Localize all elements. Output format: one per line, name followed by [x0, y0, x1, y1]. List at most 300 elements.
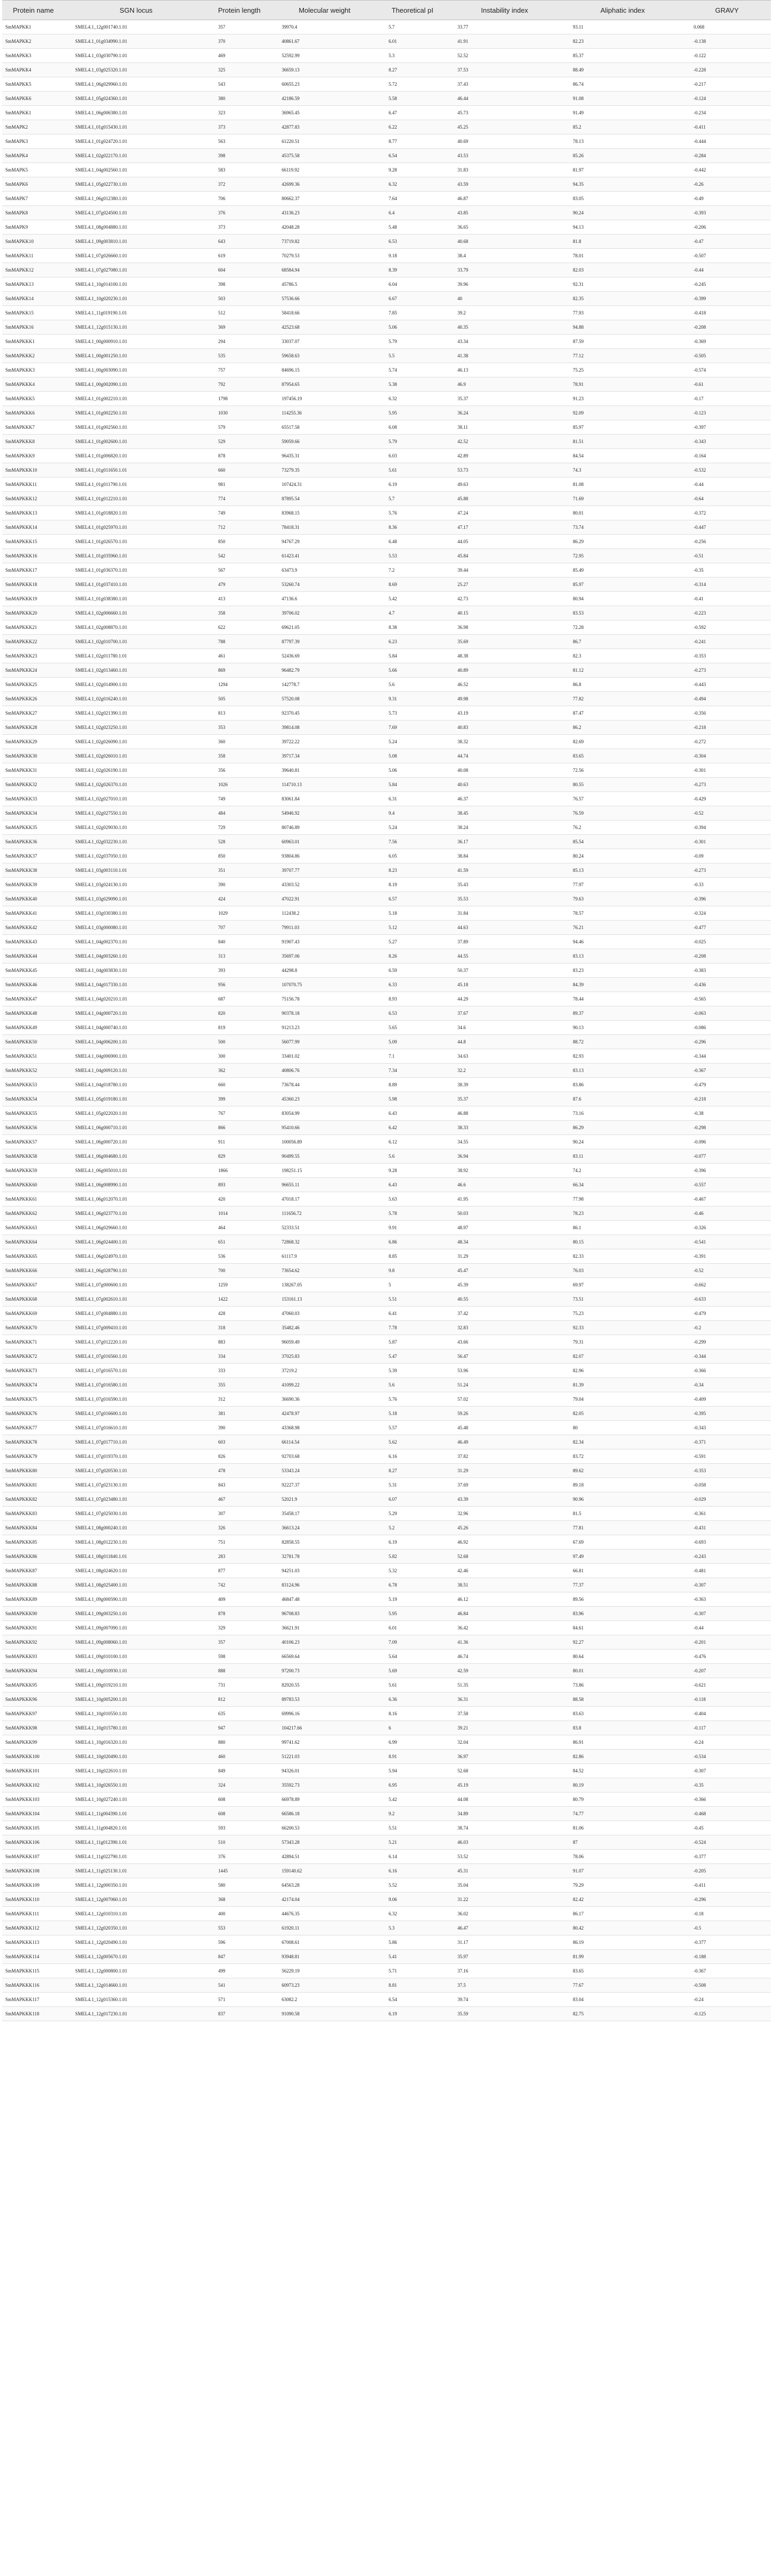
protein-name-cell: SmMAPKKK66 [2, 1264, 65, 1278]
sgn-locus-cell: SMEL4.1_05g022020.1.01 [65, 1106, 208, 1121]
protein-length-cell: 774 [208, 492, 271, 506]
sgn-locus-cell: SMEL4.1_06g028790.1.01 [65, 1264, 208, 1278]
protein-length-cell: 294 [208, 335, 271, 349]
theoretical-pi-cell: 5.61 [378, 1678, 447, 1692]
molecular-weight-cell: 42048.28 [271, 220, 378, 235]
theoretical-pi-cell: 5.06 [378, 763, 447, 778]
theoretical-pi-cell: 5.32 [378, 1564, 447, 1578]
sgn-locus-cell: SMEL4.1_01g037410.1.01 [65, 578, 208, 592]
protein-length-cell: 542 [208, 549, 271, 563]
table-row [2, 506, 771, 520]
protein-length-cell: 1030 [208, 406, 271, 420]
aliphatic-index-cell: 79.63 [562, 892, 683, 906]
aliphatic-index-cell: 82.69 [562, 735, 683, 749]
theoretical-pi-cell: 6.32 [378, 177, 447, 192]
molecular-weight-cell: 107070.75 [271, 978, 378, 992]
protein-table [2, 0, 771, 2021]
sgn-locus-cell: SMEL4.1_11g019190.1.01 [65, 306, 208, 320]
protein-name-cell: SmMAPKKK54 [2, 1092, 65, 1106]
molecular-weight-cell: 53260.74 [271, 578, 378, 592]
gravy-cell: -0.307 [683, 1578, 771, 1592]
molecular-weight-cell: 44298.8 [271, 963, 378, 978]
theoretical-pi-cell: 5 [378, 1278, 447, 1292]
sgn-locus-cell: SMEL4.1_00g002090.1.01 [65, 377, 208, 392]
aliphatic-index-cell: 83.63 [562, 1707, 683, 1721]
protein-length-cell: 878 [208, 1607, 271, 1621]
protein-name-cell: SmMAPKKK56 [2, 1121, 65, 1135]
protein-length-cell: 398 [208, 149, 271, 163]
theoretical-pi-cell: 6.14 [378, 1850, 447, 1864]
protein-name-cell: SmMAPKKK117 [2, 1993, 65, 2007]
sgn-locus-cell: SMEL4.1_07g026660.1.01 [65, 249, 208, 263]
gravy-cell: -0.122 [683, 49, 771, 63]
gravy-cell: -0.367 [683, 1964, 771, 1978]
table-row [2, 1035, 771, 1049]
aliphatic-index-cell: 75.23 [562, 1307, 683, 1321]
molecular-weight-cell: 47018.17 [271, 1192, 378, 1206]
theoretical-pi-cell: 5.6 [378, 1149, 447, 1164]
instability-index-cell: 45.25 [447, 120, 562, 134]
theoretical-pi-cell: 6.16 [378, 1449, 447, 1464]
gravy-cell: -0.086 [683, 1021, 771, 1035]
molecular-weight-cell: 42174.04 [271, 1893, 378, 1907]
molecular-weight-cell: 39722.22 [271, 735, 378, 749]
gravy-cell: -0.442 [683, 163, 771, 177]
gravy-cell: -0.467 [683, 1192, 771, 1206]
sgn-locus-cell: SMEL4.1_01g011790.1.01 [65, 478, 208, 492]
theoretical-pi-cell: 7.34 [378, 1064, 447, 1078]
protein-name-cell: SmMAPKKK35 [2, 821, 65, 835]
aliphatic-index-cell: 85.2 [562, 120, 683, 134]
instability-index-cell: 31.83 [447, 163, 562, 177]
protein-name-cell: SmMAPKKK1 [2, 335, 65, 349]
gravy-cell: -0.063 [683, 1006, 771, 1021]
table-row [2, 1135, 771, 1149]
instability-index-cell: 51.35 [447, 1678, 562, 1692]
aliphatic-index-cell: 80.64 [562, 1650, 683, 1664]
protein-name-cell: SmMAPKKK75 [2, 1392, 65, 1407]
aliphatic-index-cell: 77.67 [562, 1978, 683, 1993]
protein-length-cell: 643 [208, 235, 271, 249]
theoretical-pi-cell: 6.19 [378, 1535, 447, 1550]
protein-length-cell: 370 [208, 34, 271, 49]
molecular-weight-cell: 39706.02 [271, 606, 378, 620]
table-row [2, 778, 771, 792]
protein-length-cell: 318 [208, 1321, 271, 1335]
gravy-cell: -0.2 [683, 1321, 771, 1335]
table-row [2, 1278, 771, 1292]
table-row [2, 1564, 771, 1578]
gravy-cell: -0.138 [683, 34, 771, 49]
instability-index-cell: 43.85 [447, 206, 562, 220]
table-row [2, 892, 771, 906]
molecular-weight-cell: 39707.77 [271, 863, 378, 878]
theoretical-pi-cell: 6.67 [378, 292, 447, 306]
instability-index-cell: 38.45 [447, 806, 562, 821]
instability-index-cell: 46.44 [447, 92, 562, 106]
gravy-cell: -0.397 [683, 420, 771, 435]
protein-length-cell: 373 [208, 220, 271, 235]
instability-index-cell: 43.59 [447, 177, 562, 192]
gravy-cell: -0.592 [683, 620, 771, 635]
aliphatic-index-cell: 81.99 [562, 1950, 683, 1964]
gravy-cell: -0.299 [683, 1335, 771, 1349]
theoretical-pi-cell: 5.82 [378, 1550, 447, 1564]
table-row [2, 1692, 771, 1707]
aliphatic-index-cell: 74.2 [562, 1164, 683, 1178]
instability-index-cell: 45.39 [447, 1278, 562, 1292]
instability-index-cell: 38.4 [447, 249, 562, 263]
table-row [2, 1049, 771, 1064]
aliphatic-index-cell: 89.62 [562, 1464, 683, 1478]
protein-name-cell: SmMAPKK1 [2, 20, 65, 34]
molecular-weight-cell: 47060.03 [271, 1307, 378, 1321]
molecular-weight-cell: 37219.2 [271, 1364, 378, 1378]
gravy-cell: -0.363 [683, 1592, 771, 1607]
protein-length-cell: 543 [208, 77, 271, 92]
theoretical-pi-cell: 7.56 [378, 835, 447, 849]
gravy-cell: -0.304 [683, 749, 771, 763]
gravy-cell: -0.245 [683, 277, 771, 292]
table-row [2, 1006, 771, 1021]
sgn-locus-cell: SMEL4.1_08g012230.1.01 [65, 1535, 208, 1550]
table-row [2, 1521, 771, 1535]
protein-name-cell: SmMAPKKK91 [2, 1621, 65, 1635]
molecular-weight-cell: 36965.45 [271, 106, 378, 120]
sgn-locus-cell: SMEL4.1_07g016600.1.01 [65, 1407, 208, 1421]
instability-index-cell: 46.13 [447, 363, 562, 377]
sgn-locus-cell: SMEL4.1_03g024130.1.01 [65, 878, 208, 892]
molecular-weight-cell: 89783.53 [271, 1692, 378, 1707]
protein-length-cell: 911 [208, 1135, 271, 1149]
instability-index-cell: 43.66 [447, 1335, 562, 1349]
aliphatic-index-cell: 82.23 [562, 34, 683, 49]
table-row [2, 377, 771, 392]
theoretical-pi-cell: 5.39 [378, 1364, 447, 1378]
table-row [2, 106, 771, 120]
theoretical-pi-cell: 5.5 [378, 349, 447, 363]
gravy-cell: -0.24 [683, 1735, 771, 1750]
aliphatic-index-cell: 77.82 [562, 692, 683, 706]
instability-index-cell: 37.43 [447, 77, 562, 92]
molecular-weight-cell: 66569.64 [271, 1650, 378, 1664]
protein-name-cell: SmMAPKKK97 [2, 1707, 65, 1721]
protein-length-cell: 706 [208, 192, 271, 206]
gravy-cell: -0.09 [683, 849, 771, 863]
theoretical-pi-cell: 5.58 [378, 92, 447, 106]
theoretical-pi-cell: 6.36 [378, 1692, 447, 1707]
gravy-cell: -0.369 [683, 335, 771, 349]
aliphatic-index-cell: 87.6 [562, 1092, 683, 1106]
protein-length-cell: 536 [208, 1249, 271, 1264]
molecular-weight-cell: 63082.2 [271, 1993, 378, 2007]
theoretical-pi-cell: 8.38 [378, 620, 447, 635]
table-row [2, 921, 771, 935]
theoretical-pi-cell: 8.93 [378, 992, 447, 1006]
aliphatic-index-cell: 86.29 [562, 535, 683, 549]
protein-name-cell: SmMAPKKK74 [2, 1378, 65, 1392]
molecular-weight-cell: 42894.51 [271, 1850, 378, 1864]
aliphatic-index-cell: 80.15 [562, 1235, 683, 1249]
aliphatic-index-cell: 84.52 [562, 1764, 683, 1778]
aliphatic-index-cell: 87.47 [562, 706, 683, 720]
aliphatic-index-cell: 83.04 [562, 1993, 683, 2007]
instability-index-cell: 32.83 [447, 1321, 562, 1335]
gravy-cell: -0.371 [683, 1435, 771, 1449]
theoretical-pi-cell: 6.04 [378, 277, 447, 292]
instability-index-cell: 45.19 [447, 1778, 562, 1793]
table-row [2, 949, 771, 963]
aliphatic-index-cell: 86.91 [562, 1735, 683, 1750]
sgn-locus-cell: SMEL4.1_02g032230.1.01 [65, 835, 208, 849]
theoretical-pi-cell: 5.71 [378, 1964, 447, 1978]
theoretical-pi-cell: 5.72 [378, 77, 447, 92]
theoretical-pi-cell: 6.48 [378, 535, 447, 549]
instability-index-cell: 37.89 [447, 935, 562, 949]
sgn-locus-cell: SMEL4.1_05g022730.1.01 [65, 177, 208, 192]
gravy-cell: -0.5 [683, 1921, 771, 1935]
sgn-locus-cell: SMEL4.1_02g010700.1.01 [65, 635, 208, 649]
aliphatic-index-cell: 80.01 [562, 1664, 683, 1678]
table-row [2, 1664, 771, 1678]
sgn-locus-cell: SMEL4.1_04g000740.1.01 [65, 1021, 208, 1035]
gravy-cell: -0.444 [683, 134, 771, 149]
sgn-locus-cell: SMEL4.1_04g002560.1.01 [65, 163, 208, 177]
sgn-locus-cell: SMEL4.1_11g004390.1.01 [65, 1807, 208, 1821]
gravy-cell: -0.234 [683, 106, 771, 120]
molecular-weight-cell: 93804.86 [271, 849, 378, 863]
molecular-weight-cell: 35458.17 [271, 1507, 378, 1521]
sgn-locus-cell: SMEL4.1_07g009410.1.01 [65, 1321, 208, 1335]
protein-name-cell: SmMAPK4 [2, 149, 65, 163]
instability-index-cell: 35.53 [447, 892, 562, 906]
protein-name-cell: SmMAPKKK70 [2, 1321, 65, 1335]
instability-index-cell: 49.63 [447, 478, 562, 492]
protein-length-cell: 499 [208, 1964, 271, 1978]
molecular-weight-cell: 57343.28 [271, 1835, 378, 1850]
molecular-weight-cell: 54946.92 [271, 806, 378, 821]
table-row [2, 1307, 771, 1321]
aliphatic-index-cell: 82.75 [562, 2007, 683, 2021]
table-row [2, 978, 771, 992]
table-row [2, 306, 771, 320]
theoretical-pi-cell: 5.18 [378, 1407, 447, 1421]
molecular-weight-cell: 66586.18 [271, 1807, 378, 1821]
table-row [2, 206, 771, 220]
protein-name-cell: SmMAPKKK94 [2, 1664, 65, 1678]
theoretical-pi-cell: 6.42 [378, 1121, 447, 1135]
table-row [2, 1907, 771, 1921]
theoretical-pi-cell: 5.2 [378, 1521, 447, 1535]
protein-name-cell: SmMAPKKK20 [2, 606, 65, 620]
gravy-cell: -0.029 [683, 1492, 771, 1507]
instability-index-cell: 44.63 [447, 921, 562, 935]
protein-name-cell: SmMAPKKK32 [2, 778, 65, 792]
aliphatic-index-cell: 80.94 [562, 592, 683, 606]
aliphatic-index-cell: 83.11 [562, 1149, 683, 1164]
protein-length-cell: 1026 [208, 778, 271, 792]
molecular-weight-cell: 36659.13 [271, 63, 378, 77]
theoretical-pi-cell: 5.42 [378, 592, 447, 606]
protein-name-cell: SmMAPKKK100 [2, 1750, 65, 1764]
protein-name-cell: SmMAPKKK85 [2, 1535, 65, 1550]
sgn-locus-cell: SMEL4.1_02g022170.1.01 [65, 149, 208, 163]
instability-index-cell: 31.29 [447, 1464, 562, 1478]
aliphatic-index-cell: 92.31 [562, 277, 683, 292]
protein-name-cell: SmMAPKKK55 [2, 1106, 65, 1121]
theoretical-pi-cell: 5.95 [378, 1607, 447, 1621]
aliphatic-index-cell: 71.69 [562, 492, 683, 506]
table-row [2, 520, 771, 535]
protein-name-cell: SmMAPKKK76 [2, 1407, 65, 1421]
aliphatic-index-cell: 86.74 [562, 77, 683, 92]
aliphatic-index-cell: 85.97 [562, 420, 683, 435]
sgn-locus-cell: SMEL4.1_02g011780.1.01 [65, 649, 208, 663]
sgn-locus-cell: SMEL4.1_07g002610.1.01 [65, 1292, 208, 1307]
aliphatic-index-cell: 94.46 [562, 935, 683, 949]
instability-index-cell: 36.42 [447, 1621, 562, 1635]
sgn-locus-cell: SMEL4.1_01g025970.1.01 [65, 520, 208, 535]
gravy-cell: -0.324 [683, 906, 771, 921]
theoretical-pi-cell: 5.48 [378, 220, 447, 235]
sgn-locus-cell: SMEL4.1_12g000350.1.01 [65, 1878, 208, 1893]
protein-name-cell: SmMAPKKK12 [2, 492, 65, 506]
aliphatic-index-cell: 90.13 [562, 1021, 683, 1035]
instability-index-cell: 46.47 [447, 1921, 562, 1935]
molecular-weight-cell: 39814.08 [271, 720, 378, 735]
molecular-weight-cell: 73654.62 [271, 1264, 378, 1278]
molecular-weight-cell: 35482.46 [271, 1321, 378, 1335]
table-row [2, 1950, 771, 1964]
table-row [2, 1650, 771, 1664]
table-row [2, 1964, 771, 1978]
molecular-weight-cell: 43303.52 [271, 878, 378, 892]
protein-name-cell: SmMAPKKK4 [2, 377, 65, 392]
protein-name-cell: SmMAPKKK41 [2, 906, 65, 921]
protein-length-cell: 660 [208, 1078, 271, 1092]
instability-index-cell: 32.2 [447, 1064, 562, 1078]
theoretical-pi-cell: 5.84 [378, 778, 447, 792]
protein-name-cell: SmMAPKKK63 [2, 1221, 65, 1235]
molecular-weight-cell: 153161.13 [271, 1292, 378, 1307]
instability-index-cell: 35.37 [447, 1092, 562, 1106]
table-row [2, 1121, 771, 1135]
molecular-weight-cell: 111656.72 [271, 1206, 378, 1221]
theoretical-pi-cell: 5.76 [378, 1392, 447, 1407]
gravy-cell: -0.38 [683, 1106, 771, 1121]
aliphatic-index-cell: 82.03 [562, 263, 683, 277]
molecular-weight-cell: 67008.61 [271, 1935, 378, 1950]
table-row [2, 1592, 771, 1607]
theoretical-pi-cell: 7.1 [378, 1049, 447, 1064]
protein-name-cell: SmMAPKKK89 [2, 1592, 65, 1607]
aliphatic-index-cell: 85.13 [562, 863, 683, 878]
instability-index-cell: 36.24 [447, 406, 562, 420]
instability-index-cell: 46.87 [447, 192, 562, 206]
aliphatic-index-cell: 85.54 [562, 835, 683, 849]
instability-index-cell: 38.11 [447, 420, 562, 435]
molecular-weight-cell: 96708.83 [271, 1607, 378, 1621]
gravy-cell: -0.188 [683, 1950, 771, 1964]
instability-index-cell: 36.98 [447, 620, 562, 635]
protein-length-cell: 604 [208, 263, 271, 277]
protein-name-cell: SmMAPKKK10 [2, 463, 65, 478]
molecular-weight-cell: 36690.36 [271, 1392, 378, 1407]
protein-name-cell: SmMAPKKK103 [2, 1793, 65, 1807]
sgn-locus-cell: SMEL4.1_08g025400.1.01 [65, 1578, 208, 1592]
protein-length-cell: 700 [208, 1264, 271, 1278]
molecular-weight-cell: 83124.96 [271, 1578, 378, 1592]
sgn-locus-cell: SMEL4.1_01g026570.1.01 [65, 535, 208, 549]
instability-index-cell: 37.82 [447, 1449, 562, 1464]
theoretical-pi-cell: 9.2 [378, 1807, 447, 1821]
aliphatic-index-cell: 82.86 [562, 1750, 683, 1764]
aliphatic-index-cell: 81.97 [562, 163, 683, 177]
protein-length-cell: 413 [208, 592, 271, 606]
molecular-weight-cell: 79911.03 [271, 921, 378, 935]
theoretical-pi-cell: 5.12 [378, 921, 447, 935]
theoretical-pi-cell: 5.69 [378, 1664, 447, 1678]
protein-length-cell: 283 [208, 1550, 271, 1564]
molecular-weight-cell: 73678.44 [271, 1078, 378, 1092]
molecular-weight-cell: 100056.89 [271, 1135, 378, 1149]
table-row [2, 620, 771, 635]
sgn-locus-cell: SMEL4.1_07g016580.1.01 [65, 1378, 208, 1392]
gravy-cell: -0.443 [683, 678, 771, 692]
instability-index-cell: 36.65 [447, 220, 562, 235]
molecular-weight-cell: 90378.18 [271, 1006, 378, 1021]
aliphatic-index-cell: 76.59 [562, 806, 683, 821]
sgn-locus-cell: SMEL4.1_01g002250.1.01 [65, 406, 208, 420]
sgn-locus-cell: SMEL4.1_04g006200.1.01 [65, 1035, 208, 1049]
sgn-locus-cell: SMEL4.1_06g000720.1.01 [65, 1135, 208, 1149]
instability-index-cell: 43.34 [447, 335, 562, 349]
instability-index-cell: 38.92 [447, 1164, 562, 1178]
protein-length-cell: 1445 [208, 1864, 271, 1878]
instability-index-cell: 37.53 [447, 63, 562, 77]
sgn-locus-cell: SMEL4.1_12g001740.1.01 [65, 20, 208, 34]
protein-name-cell: SmMAPKKK48 [2, 1006, 65, 1021]
sgn-locus-cell: SMEL4.1_10g020490.1.01 [65, 1750, 208, 1764]
molecular-weight-cell: 72868.32 [271, 1235, 378, 1249]
instability-index-cell: 38.24 [447, 821, 562, 835]
aliphatic-index-cell: 80.01 [562, 506, 683, 520]
molecular-weight-cell: 39970.4 [271, 20, 378, 34]
theoretical-pi-cell: 5.61 [378, 463, 447, 478]
gravy-cell: -0.377 [683, 1935, 771, 1950]
sgn-locus-cell: SMEL4.1_02g026370.1.01 [65, 778, 208, 792]
gravy-cell: -0.228 [683, 63, 771, 77]
table-row [2, 1221, 771, 1235]
theoretical-pi-cell: 7.2 [378, 563, 447, 578]
sgn-locus-cell: SMEL4.1_09g010100.1.01 [65, 1650, 208, 1664]
protein-length-cell: 843 [208, 1478, 271, 1492]
sgn-locus-cell: SMEL4.1_06g000710.1.01 [65, 1121, 208, 1135]
gravy-cell: -0.44 [683, 263, 771, 277]
molecular-weight-cell: 39640.81 [271, 763, 378, 778]
sgn-locus-cell: SMEL4.1_04g018780.1.01 [65, 1078, 208, 1092]
protein-length-cell: 1294 [208, 678, 271, 692]
protein-length-cell: 503 [208, 292, 271, 306]
protein-name-cell: SmMAPKK3 [2, 49, 65, 63]
table-row [2, 563, 771, 578]
theoretical-pi-cell: 6.16 [378, 1864, 447, 1878]
protein-name-cell: SmMAPKK11 [2, 249, 65, 263]
theoretical-pi-cell: 5.6 [378, 1378, 447, 1392]
table-row [2, 1507, 771, 1521]
table-row [2, 277, 771, 292]
gravy-cell: -0.207 [683, 1664, 771, 1678]
